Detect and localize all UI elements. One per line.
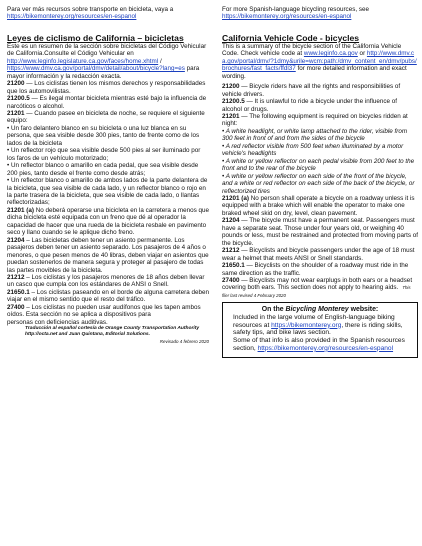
law-item: 21212 – Los ciclistas y los pasajeros menores de 18 años deben llevar un casco que cumpla con los estándares de ANSI o Snell. — [7, 273, 205, 289]
law-item: 21204 — The bicycle must have a permanent seat. Passengers must have a separate seat. Those under four years old, or weighing 40 pounds or less, must be restrained and protected from moving parts of the bicycle. — [222, 217, 419, 247]
law-item: 21650.1 — Bicyclists on the shoulder of a roadway must ride in the same direction as the traffic. — [222, 262, 409, 277]
law-item: 21212 — Bicyclists and bicycle passengers under the age of 18 must wear a helmet that meets ANSI or Snell standards. — [222, 247, 415, 262]
law-item: 27400 – Los ciclistas no pueden usar audífonos que les tapen ambos oídos. Esta sección no se aplica a dispositivos para — [7, 303, 201, 319]
law-item: 21650.1 – Los ciclistas paseando en el borde de alguna carretera deben viajar en el mismo sentido que el resto del tráfico. — [7, 288, 209, 304]
law-item: 21201 (a) No deberá operarse una bicicleta en la carretera a menos que dicha bicicleta esté equipada con un freno que dé al operador la capacidad de hacer que una rueda de la bicicleta resbale en pavimento seco y llano cuando se le aplique dicho freno. — [7, 206, 209, 237]
english-summary: This is a summary of the bicycle section of the California Vehicle Code. Check vehicle code at www.leginfo.ca.gov or http://www.dmv.ca.gov/portal/dmv/?1dmy&urile=wcm:path:/dmv_content_en/dmv/pubs/brochures/fast_facts/ffdl37 for more detailed information and exact wording. — [222, 42, 417, 80]
equipment-bullet: • A red reflector visible from 500 feet when illuminated by a motor vehicle's headlights — [222, 142, 404, 158]
spanish-heading: Leyes de ciclismo de California – bicicletas — [7, 32, 184, 43]
english-column — [222, 6, 418, 358]
english-intro: For more Spanish-language bicycling resources, see https://bikemonterey.org/resources/en-espanol — [222, 6, 370, 21]
equipment-bullet: • A white or yellow reflector on each pedal visible from 200 feet to the front and to the rear of the bicycle — [222, 157, 415, 173]
equipment-bullet: • A white headlight, or white lamp attached to the rider, visible from 300 feet in front of and from the sides of the bicycle — [222, 127, 408, 143]
box-body-spanish: Some of that info is also provided in the Spanish resources section, https://bikemonterey.org/resources/en-espanol — [233, 337, 405, 352]
law-item: 21204 – Las bicicletas deben tener un asiento permanente. Los pasajeros deben tener un asiento separado. Los pasajeros de 4 años o menores, o que pesen menos de 40 libras, deben viajar en asientos que puedan sostenerlos de manera segura y proteger al pasajero de todas las partes movibles de la bicicleta. — [7, 236, 209, 274]
law-item: 27400 — Bicyclists may not wear earplugs in both ears or a headset covering both ears. This section does not apply to hearing aids. This flier last revised 4 February 2020 — [222, 276, 413, 298]
law-item: 21200.5 — It is unlawful to ride a bicycle under the influence of alcohol or drugs. — [222, 98, 398, 113]
box-title: On the Bicycling Monterey website: — [261, 306, 379, 314]
law-item: 21200 — Los ciclistas tienen los mismos derechos y responsabilidades que los automovilistas. — [7, 80, 206, 95]
equipment-bullet: • A white or yellow reflector on each side of the front of the bicycle, and a white or red reflector on each side of the back of the bicycle, or reflectorized tires — [222, 172, 415, 195]
law-item: 21201 — Cuando pasee en bicicleta de noche, se requiere el siguiente equipo: — [7, 109, 205, 125]
equipment-bullet: • Un reflector rojo que sea visible desde 500 pies al ser iluminado por los faros de un vehículo motorizado; — [7, 147, 201, 162]
dmv-spanish-link[interactable]: https://www.dmv.ca.gov/portal/dmv/detail/about/bicycle?lang=es — [7, 65, 185, 73]
law-item: 21200.5 — Es ilegal montar bicicleta mientras esté bajo la influencia de narcóticos o alcohol. — [7, 95, 207, 110]
spanish-column — [7, 6, 209, 346]
bikemonterey-link[interactable]: https://bikemonterey.org — [271, 321, 342, 329]
english-revised-date: This flier last revised 4 February 2020 — [222, 285, 411, 298]
leginfo-link[interactable]: http://www.leginfo.legislature.ca.gov/faces/home.xhtml — [7, 57, 159, 65]
equipment-bullet: • Un reflector blanco o amarillo de ambos lados de la parte delantera de la bicicleta, que sea visible de cada lado, y un reflector blanco o rojo en la parte trasera de la bicicleta, que sea visible de cada lado, o llantas reflectorizadas; — [7, 177, 208, 207]
equipment-bullet: • Un reflector blanco o amarillo en cada pedal, que sea visible desde 200 pies, tanto desde el frente como desde atrás; — [7, 162, 199, 177]
dmv-brochure-link[interactable]: http://www.dmv.ca.gov/portal/dmv/?1dmy&urile=wcm:path:/dmv_content_en/dmv/pubs/brochures/fast_facts/ffdl37 — [222, 50, 417, 73]
leginfo-link[interactable]: www.leginfo.ca.gov — [303, 50, 358, 58]
spanish-revised-date: Revisado 4 febrero 2020 — [159, 339, 209, 345]
law-item: 21201 — The following equipment is required on bicycles ridden at night: — [222, 112, 408, 128]
law-item-tail: personas con deficiencias auditivas. — [7, 318, 108, 326]
translation-credit: Traducción al español cortesía de Orange County Transportation Authority http://octa.net and Juan Quintana, Editorial Solutions. — [25, 326, 200, 337]
spanish-summary: Este es un resumen de la sección sobre bicicletas del Código Vehicular de California.Consulte el Código Vehicular en http://www.leginfo.legislature.ca.gov/faces/home.xhtml / https://www.dmv.ca.gov/portal/dmv/detail/about/bicycle?lang=es para mayor información y la redacción exacta. — [7, 42, 207, 80]
english-resources-link[interactable]: https://bikemonterey.org/resources/en-espanol — [222, 13, 352, 21]
equipment-bullet: • Un faro delantero blanco en su bicicleta o una luz blanca en su persona, que sea visible desde 300 pies, tanto de frente como de los lados de la bicicleta — [7, 124, 200, 147]
bicycling-monterey-box — [222, 302, 418, 357]
law-item: 21201 (a) No person shall operate a bicycle on a roadway unless it is equipped with a brake which will enable the operator to make one braked wheel skid on dry, level, clean pavement. — [222, 194, 415, 217]
box-body: Included in the large volume of English-language biking resources at https://bikemonterey.org, there is riding skills, safety tips, and bike laws section. — [233, 314, 403, 337]
spanish-intro: Para ver más recursos sobre transporte en bicicleta, vaya a https://bikemonterey.org/resources/en-espanol — [7, 6, 174, 21]
spanish-resources-link[interactable]: https://bikemonterey.org/resources/en-espanol — [7, 13, 137, 21]
english-heading: California Vehicle Code - bicycles — [222, 32, 360, 43]
bikemonterey-spanish-link[interactable]: https://bikemonterey.org/resources/en-espanol — [257, 344, 394, 352]
law-item: 21200 — Bicycle riders have all the rights and responsibilities of vehicle drivers. — [222, 83, 401, 98]
